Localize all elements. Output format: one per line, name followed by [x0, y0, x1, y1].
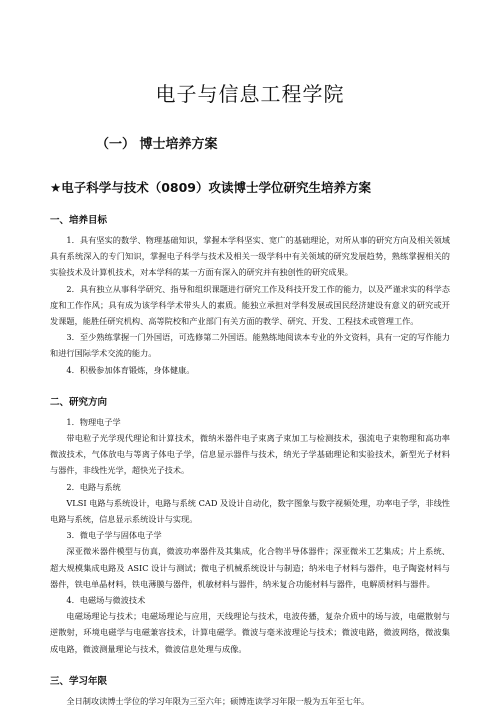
section-title: （一） 博士培养方案 [96, 137, 218, 152]
direction-title: 2．电路与系统 [66, 481, 121, 492]
objective-item: 2．具有独立从事科学研究、指导和组织课题进行研究工作及科技开发工作的能力，以及严谨求实的科学态度和工作作风；具有成为该学科学术带头人的素质。能独立承担对学科发展或国民经济建设有意义的研究或开发课题，能胜任研究机构、高等院校和产业部门有关方面的教学、研究、开发、工程技术或管理工作。 [50, 283, 450, 327]
duration-text: 全日制攻读博士学位的学习年限为三至六年；硕博连读学习年限一般为五年至七年。 [66, 695, 370, 706]
objective-item: 3．至少熟练掌握一门外国语，可选修第二外国语。能熟练地阅读本专业的外文资料，具有一定的写作能力和进行国际学术交流的能力。 [50, 332, 450, 359]
program-title: ★电子科学与技术（0809）攻读博士学位研究生培养方案 [50, 180, 371, 195]
direction-text: 电磁场理论与技术；电磁场理论与应用，天线理论与技术，电波传播，复杂介质中的场与波，电磁散射与逆散射，环境电磁学与电磁兼容技术，计算电磁学。微波与毫米波理论与技术；微波电路，微波网络，微波集成电路，微波测量理论与技术，微波信息处理与成像。 [50, 611, 450, 654]
direction-title: 4．电磁场与微波技术 [66, 595, 146, 606]
objective-item: 4．积极参加体育锻炼，身体健康。 [66, 364, 195, 375]
directions-heading: 二、研究方向 [50, 396, 108, 408]
duration-heading: 三、学习年限 [50, 675, 108, 687]
direction-title: 3．微电子学与固体电子学 [66, 530, 162, 541]
objective-item: 1．具有坚实的数学、物理基础知识，掌握本学科坚实、宽广的基础理论，对所从事的研究方向及相关领域具有系统深入的专门知识，掌握电子科学与技术及相关一级学科中有关领域的研究发展趋势，熟练掌握相关的实验技术及计算机技术，对本学科的某一方面有深入的研究并有独创性的研究成果。 [50, 235, 450, 278]
direction-text: 深亚微米器件模型与仿真，微波功率器件及其集成，化合物半导体器件；深亚微米工艺集成；片上系统、超大规模集成电路及 ASIC 设计与测试；微电子机械系统设计与制造；纳米电子材料与器件，电子陶瓷材料与器件，铁电单晶材料，铁电薄膜与器件，机敏材料与器件，纳米复合功能材料与器件，电解质材料与器件。 [50, 546, 450, 589]
college-title: 电子与信息工程学院 [155, 82, 345, 106]
direction-text: VLSI 电路与系统设计，电路与系统 CAD 及设计自动化，数字图象与数字视频处理，功率电子学，非线性电路与系统，信息显示系统设计与实现。 [50, 497, 450, 525]
direction-text: 带电粒子光学现代理论和计算技术，微纳米器件电子束离子束加工与检测技术，强流电子束物理和高功率微波技术，气体放电与等离子体电子学，信息显示器件与技术，纳光子学基础理论和实验技术，新型光子材料与器件，非线性光学，超快光子技术。 [50, 433, 450, 476]
direction-title: 1．物理电子学 [66, 416, 121, 427]
objectives-heading: 一、培养目标 [50, 215, 108, 226]
